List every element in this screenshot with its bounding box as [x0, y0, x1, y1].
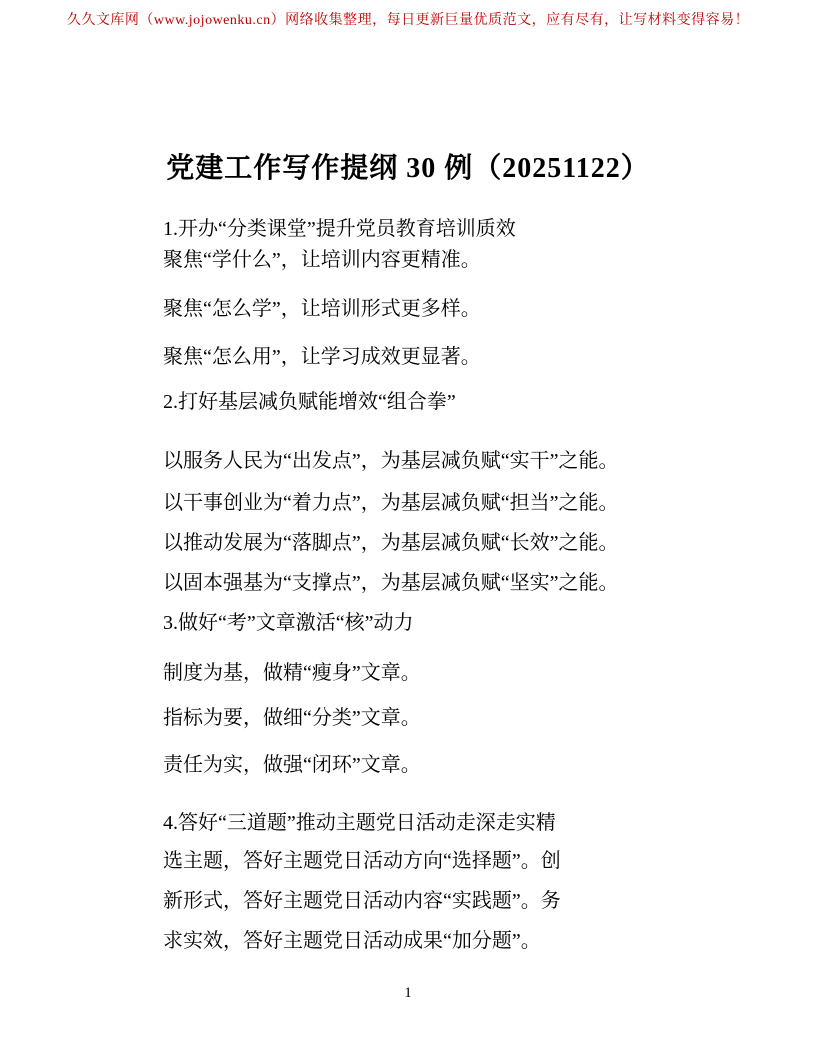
section-1-heading: 1.开办“分类课堂”提升党员教育培训质效	[163, 218, 516, 240]
document-body	[163, 215, 723, 955]
document-line: 选主题，答好主题党日活动方向“选择题”。创	[163, 850, 561, 872]
document-line: 聚焦“怎么用”，让学习成效更显著。	[163, 346, 481, 368]
document-line: 责任为实，做强“闭环”文章。	[163, 754, 421, 776]
section-3-heading: 3.做好“考”文章激活“核”动力	[163, 612, 414, 634]
document-line: 指标为要，做细“分类”文章。	[163, 707, 421, 729]
section-2-heading: 2.打好基层减负赋能增效“组合拳”	[163, 391, 456, 413]
document-line: 以推动发展为“落脚点”，为基层减负赋“长效”之能。	[163, 532, 619, 554]
page-number: 1	[404, 985, 412, 1001]
document-line: 制度为基，做精“瘦身”文章。	[163, 662, 421, 684]
document-line: 聚焦“怎么学”，让培训形式更多样。	[163, 298, 481, 320]
section-4-heading: 4.答好“三道题”推动主题党日活动走深走实精	[163, 812, 556, 834]
site-watermark-header: 久久文库网（www.jojowenku.cn）网络收集整理，每日更新巨量优质范文，应有尽有，让写材料变得容易！	[66, 13, 750, 28]
document-line: 以服务人民为“出发点”，为基层减负赋“实干”之能。	[163, 450, 619, 472]
document-line: 新形式，答好主题党日活动内容“实践题”。务	[163, 890, 561, 912]
document-line: 聚焦“学什么”，让培训内容更精准。	[163, 249, 481, 271]
document-line: 求实效，答好主题党日活动成果“加分题”。	[163, 930, 541, 952]
document-line: 以固本强基为“支撑点”，为基层减负赋“坚实”之能。	[163, 572, 619, 594]
document-line: 以干事创业为“着力点”，为基层减负赋“担当”之能。	[163, 492, 619, 514]
document-title: 党建工作写作提纲 30 例（20251122）	[166, 153, 650, 184]
